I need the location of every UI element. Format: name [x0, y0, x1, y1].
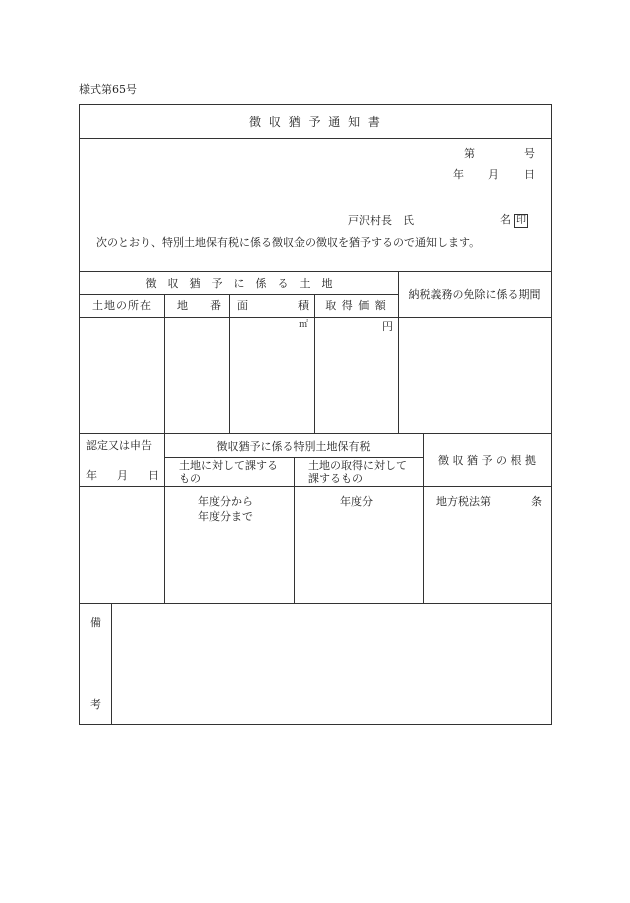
- land-group-heading: 徴 収 猶 予 に 係 る 土 地: [145, 277, 333, 290]
- col-divider-area: [314, 294, 315, 433]
- rule-title-bottom: [80, 138, 551, 139]
- col-divider-lot: [229, 294, 230, 433]
- area-unit: ㎡: [299, 320, 309, 330]
- location-column-heading: 土地の所在: [92, 299, 152, 312]
- remarks-label-bottom: 考: [90, 698, 101, 711]
- year-only-label: 年度分: [340, 495, 373, 508]
- rule-tax-body-bottom: [80, 603, 551, 604]
- certification-day: 日: [148, 469, 159, 482]
- date-year: 年: [453, 168, 464, 181]
- date-month: 月: [488, 168, 499, 181]
- rule-header-bottom: [80, 271, 551, 272]
- basis-article-suffix: 条: [531, 495, 542, 508]
- area-column-heading-a: 面: [237, 299, 248, 312]
- certification-month: 月: [117, 469, 128, 482]
- period-column-heading: 納税義務の免除に係る期間: [408, 288, 541, 301]
- seal-stamp: 印: [516, 215, 526, 226]
- certification-heading: 認定又は申告: [86, 439, 152, 452]
- lot-column-heading-b: 番: [210, 299, 221, 312]
- rule-land-header-bottom: [80, 317, 551, 318]
- date-day: 日: [524, 168, 535, 181]
- price-column-heading: 取 得 価 額: [325, 299, 387, 312]
- rule-tax-header-bottom: [80, 486, 551, 487]
- issuer-name: 戸沢村長 氏: [348, 214, 414, 227]
- col-divider-remarks: [111, 603, 112, 724]
- rule-land-body-bottom: [80, 433, 551, 434]
- rule-land-group: [80, 294, 398, 295]
- area-column-heading-b: 積: [298, 299, 309, 312]
- col-divider-date: [164, 433, 165, 603]
- number-prefix: 第: [464, 147, 475, 160]
- price-unit: 円: [382, 320, 393, 333]
- basis-law-text: 地方税法第: [436, 495, 491, 508]
- land-tax-heading-line1: 土地に対して課する: [179, 459, 278, 472]
- year-from-label: 年度分から: [198, 495, 253, 508]
- name-label: 名: [500, 213, 511, 226]
- acquisition-tax-heading-line1: 土地の取得に対して: [308, 459, 407, 472]
- notice-message: 次のとおり、特別土地保有税に係る徴収金の徴収を猶予するので通知します。: [96, 236, 481, 249]
- col-divider-location: [164, 294, 165, 433]
- notice-form: [79, 104, 552, 725]
- land-tax-heading-line2: もの: [179, 472, 201, 485]
- tax-group-heading: 徴収猶予に係る特別土地保有税: [216, 440, 371, 453]
- year-to-label: 年度分まで: [198, 510, 253, 523]
- certification-year: 年: [86, 469, 97, 482]
- lot-column-heading-a: 地: [177, 299, 188, 312]
- basis-column-heading: 徴 収 猶 予 の 根 拠: [438, 454, 536, 467]
- col-divider-tax-types: [294, 457, 295, 603]
- seal-line: [500, 214, 528, 228]
- acquisition-tax-heading-line2: 課するもの: [308, 472, 363, 485]
- remarks-label-top: 備: [90, 616, 101, 629]
- number-suffix: 号: [524, 147, 535, 160]
- form-title: 徴 収 猶 予 通 知 書: [249, 115, 382, 129]
- form-number-label: 様式第65号: [79, 83, 137, 96]
